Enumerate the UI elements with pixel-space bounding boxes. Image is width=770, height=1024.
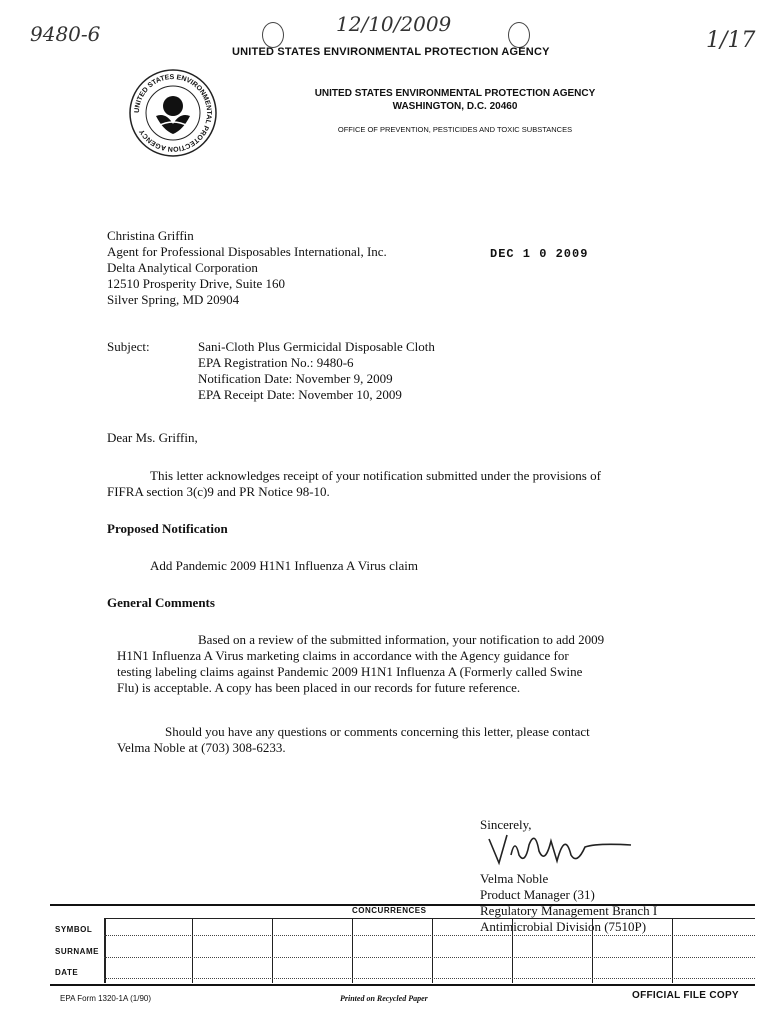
- letterhead-agency: UNITED STATES ENVIRONMENTAL PROTECTION AGENCY: [314, 88, 596, 99]
- subject-registration: EPA Registration No.: 9480-6: [198, 355, 354, 370]
- closing-division: Antimicrobial Division (7510P): [480, 919, 647, 934]
- form-bottom-rule: [50, 984, 755, 986]
- form-col-divider: [672, 919, 673, 983]
- letterhead-location: WASHINGTON, D.C. 20460: [392, 101, 518, 112]
- general-p1-line-1: Based on a review of the submitted information, your notification to add 2009: [198, 632, 605, 647]
- form-date-label: DATE: [55, 968, 79, 977]
- form-date-row: [104, 978, 755, 979]
- recipient-line-4: 12510 Prosperity Drive, Suite 160: [107, 276, 286, 291]
- form-col-divider: [272, 919, 273, 983]
- closing-sincerely: Sincerely,: [480, 817, 532, 832]
- form-col-divider: [352, 919, 353, 983]
- form-id: EPA Form 1320-1A (1/90): [60, 994, 152, 1003]
- form-col-divider: [592, 919, 593, 983]
- subject-notification-date: Notification Date: November 9, 2009: [198, 371, 393, 386]
- epa-seal-icon: [128, 68, 218, 158]
- form-col-divider: [512, 919, 513, 983]
- form-header-rule: [104, 918, 755, 919]
- form-symbol-label: SYMBOL: [55, 925, 93, 934]
- recipient-line-3: Delta Analytical Corporation: [107, 260, 258, 275]
- recipient-address: [107, 228, 387, 308]
- epa-seal: [128, 68, 218, 158]
- recipient-line-5: Silver Spring, MD 20904: [107, 292, 240, 307]
- subject-receipt-date: EPA Receipt Date: November 10, 2009: [198, 387, 402, 402]
- general-p2-line-2: Velma Noble at (703) 308-6233.: [117, 740, 286, 755]
- subject-block: [198, 339, 435, 403]
- form-col-divider: [432, 919, 433, 983]
- signature: [485, 825, 635, 875]
- closing-branch: Regulatory Management Branch I: [480, 903, 658, 918]
- form-col-divider: [104, 919, 106, 983]
- general-heading: General Comments: [107, 595, 215, 610]
- subject-product: Sani-Cloth Plus Germicidal Disposable Cloth: [198, 339, 435, 354]
- top-header: UNITED STATES ENVIRONMENTAL PROTECTION AGENCY: [232, 46, 550, 58]
- form-symbol-row: [104, 935, 755, 936]
- form-surname-row: [104, 957, 755, 958]
- intro-line-1: This letter acknowledges receipt of your notification submitted under the provisions of: [150, 468, 601, 483]
- concurrences-label: CONCURRENCES: [352, 906, 427, 915]
- proposed-heading: Proposed Notification: [107, 521, 228, 536]
- recipient-name: Christina Griffin: [107, 228, 194, 243]
- closing-title: Product Manager (31): [480, 887, 595, 902]
- subject-label: Subject:: [107, 339, 150, 354]
- letterhead-office: OFFICE OF PREVENTION, PESTICIDES AND TOXIC SUBSTANCES: [337, 125, 573, 134]
- intro-line-2: FIFRA section 3(c)9 and PR Notice 98-10.: [107, 484, 330, 499]
- form-col-divider: [192, 919, 193, 983]
- hole-punch-left: [262, 22, 284, 48]
- form-surname-label: SURNAME: [55, 947, 99, 956]
- seal-text: UNITED STATES ENVIRONMENTAL PROTECTION AGENCY: [133, 73, 213, 153]
- general-p1-line-3: testing labeling claims against Pandemic 2009 H1N1 Influenza A (Formerly called Swine: [117, 664, 583, 679]
- general-p1-line-4: Flu) is acceptable. A copy has been placed in our records for future reference.: [117, 680, 521, 695]
- official-file-copy: OFFICIAL FILE COPY: [632, 990, 739, 1001]
- closing-name: Velma Noble: [480, 871, 549, 886]
- date-stamp: DEC 1 0 2009: [490, 247, 589, 261]
- hole-punch-right: [508, 22, 530, 48]
- salutation: Dear Ms. Griffin,: [107, 430, 198, 445]
- recipient-line-2: Agent for Professional Disposables International, Inc.: [107, 244, 387, 259]
- general-p1-line-2: H1N1 Influenza A Virus marketing claims in accordance with the Agency guidance for: [117, 648, 569, 663]
- general-p2-line-1: Should you have any questions or comments concerning this letter, please contact: [165, 724, 590, 739]
- handwritten-page-number: 1/17: [706, 28, 756, 53]
- handwritten-file-number: 9480-6: [30, 22, 101, 46]
- signature-icon: [485, 825, 635, 870]
- proposed-text: Add Pandemic 2009 H1N1 Influenza A Virus claim: [150, 558, 418, 573]
- printed-note: Printed on Recycled Paper: [340, 994, 428, 1003]
- handwritten-date: 12/10/2009: [336, 12, 452, 36]
